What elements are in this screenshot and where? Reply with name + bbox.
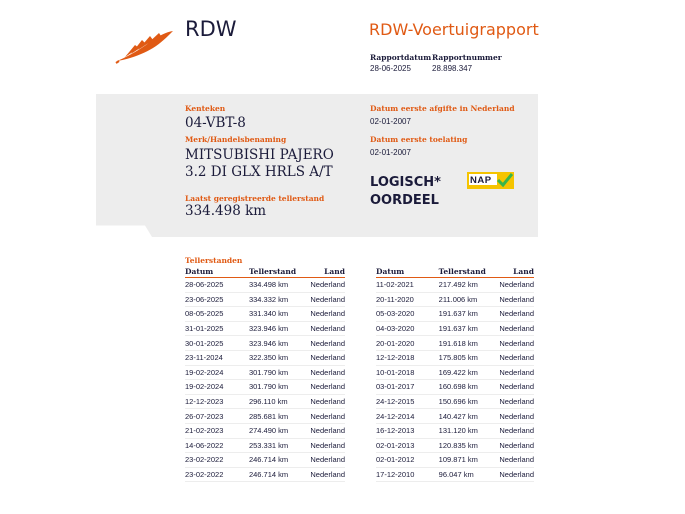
cell-km: 301.790 km (249, 365, 310, 380)
cell-land: Nederland (499, 453, 534, 468)
cell-date: 28-06-2025 (185, 278, 249, 293)
table-row (185, 292, 345, 307)
table-row (376, 307, 534, 322)
cell-land: Nederland (499, 321, 534, 336)
cell-date: 19-02-2024 (185, 380, 249, 395)
cell-land: Nederland (310, 453, 345, 468)
cell-km: 217.492 km (439, 278, 500, 293)
cell-km: 150.696 km (439, 394, 500, 409)
cell-land: Nederland (499, 438, 534, 453)
cell-km: 331.340 km (249, 307, 310, 322)
table-row (185, 350, 345, 365)
cell-date: 20-11-2020 (376, 292, 439, 307)
cell-date: 02-01-2012 (376, 453, 439, 468)
cell-km: 191.637 km (439, 307, 500, 322)
brand-name: RDW (185, 17, 237, 41)
table-row (376, 394, 534, 409)
cell-date: 05-03-2020 (376, 307, 439, 322)
cell-km: 323.946 km (249, 336, 310, 351)
cell-km: 131.120 km (439, 423, 500, 438)
table-row (376, 409, 534, 424)
cell-date: 23-06-2025 (185, 292, 249, 307)
counts-body-left (185, 278, 345, 482)
cell-km: 109.871 km (439, 453, 500, 468)
cell-date: 30-01-2025 (185, 336, 249, 351)
table-row (185, 321, 345, 336)
cell-land: Nederland (310, 350, 345, 365)
table-row (376, 365, 534, 380)
table-row (376, 467, 534, 482)
first-admission-value: 02-01-2007 (370, 148, 411, 157)
cell-land: Nederland (310, 438, 345, 453)
table-row (185, 278, 345, 293)
table-row (185, 365, 345, 380)
cell-land: Nederland (310, 380, 345, 395)
cell-km: 322.350 km (249, 350, 310, 365)
cell-date: 02-01-2013 (376, 438, 439, 453)
cell-date: 14-06-2022 (185, 438, 249, 453)
logical-verdict (370, 174, 441, 210)
cell-date: 04-03-2020 (376, 321, 439, 336)
table-row (185, 394, 345, 409)
table-row (185, 438, 345, 453)
cell-land: Nederland (499, 380, 534, 395)
cell-km: 246.714 km (249, 453, 310, 468)
odometer-value: 334.498 km (185, 203, 267, 219)
cell-km: 296.110 km (249, 394, 310, 409)
cell-land: Nederland (499, 394, 534, 409)
cell-km: 211.006 km (439, 292, 500, 307)
cell-km: 253.331 km (249, 438, 310, 453)
cell-land: Nederland (499, 365, 534, 380)
make-line-2: 3.2 DI GLX HRLS A/T (185, 164, 333, 180)
first-reg-nl-value: 02-01-2007 (370, 117, 411, 126)
table-row (376, 423, 534, 438)
cell-date: 24-12-2015 (376, 394, 439, 409)
cell-date: 31-01-2025 (185, 321, 249, 336)
cell-date: 19-02-2024 (185, 365, 249, 380)
cell-date: 23-11-2024 (185, 350, 249, 365)
cell-km: 246.714 km (249, 467, 310, 482)
cell-date: 20-01-2020 (376, 336, 439, 351)
report-number-value: 28.898.347 (432, 64, 473, 73)
header-date: Datum (185, 266, 249, 278)
cell-km: 175.805 km (439, 350, 500, 365)
table-row (185, 336, 345, 351)
cell-date: 17-12-2010 (376, 467, 439, 482)
table-row (376, 438, 534, 453)
cell-date: 23-02-2022 (185, 467, 249, 482)
report-date-label: Rapportdatum (370, 53, 432, 62)
table-row (185, 453, 345, 468)
table-row (185, 423, 345, 438)
cell-land: Nederland (310, 292, 345, 307)
cell-km: 169.422 km (439, 365, 500, 380)
cell-land: Nederland (310, 321, 345, 336)
verdict-line-2: OORDEEL (370, 193, 439, 208)
cell-km: 323.946 km (249, 321, 310, 336)
report-number-label: Rapportnummer (432, 53, 502, 62)
cell-date: 12-12-2023 (185, 394, 249, 409)
counts-body-right (376, 278, 534, 482)
rdw-feather-logo-icon (115, 28, 175, 64)
cell-km: 120.835 km (439, 438, 500, 453)
cell-date: 21-02-2023 (185, 423, 249, 438)
table-row (376, 453, 534, 468)
table-row (185, 467, 345, 482)
cell-land: Nederland (310, 365, 345, 380)
cell-date: 10-01-2018 (376, 365, 439, 380)
cell-km: 334.498 km (249, 278, 310, 293)
cell-land: Nederland (310, 278, 345, 293)
nap-label: NAP (470, 175, 492, 186)
cell-date: 03-01-2017 (376, 380, 439, 395)
plate-value: 04-VBT-8 (185, 115, 246, 131)
cell-land: Nederland (310, 467, 345, 482)
table-row (376, 292, 534, 307)
cell-km: 285.681 km (249, 409, 310, 424)
table-row (185, 307, 345, 322)
nap-check-icon (467, 172, 514, 189)
table-row (376, 350, 534, 365)
cell-km: 160.698 km (439, 380, 500, 395)
cell-km: 301.790 km (249, 380, 310, 395)
report-date-value: 28-06-2025 (370, 64, 411, 73)
cell-date: 24-12-2014 (376, 409, 439, 424)
first-reg-nl-label: Datum eerste afgifte in Nederland (370, 104, 515, 113)
counts-title: Tellerstanden (185, 256, 243, 265)
cell-date: 16-12-2013 (376, 423, 439, 438)
cell-km: 191.637 km (439, 321, 500, 336)
cell-land: Nederland (499, 307, 534, 322)
cell-km: 96.047 km (439, 467, 500, 482)
cell-land: Nederland (499, 350, 534, 365)
table-row (376, 278, 534, 293)
table-row (376, 321, 534, 336)
table-header-row (185, 266, 345, 278)
header-land: Land (499, 266, 534, 278)
cell-land: Nederland (310, 409, 345, 424)
make-label: Merk/Handelsbenaming (185, 135, 287, 144)
odometer-label: Laatst geregistreerde tellerstand (185, 194, 325, 203)
header-land: Land (310, 266, 345, 278)
first-admission-label: Datum eerste toelating (370, 135, 468, 144)
report-title: RDW-Voertuigrapport (369, 20, 539, 39)
table-row (185, 380, 345, 395)
cell-km: 274.490 km (249, 423, 310, 438)
cell-date: 12-12-2018 (376, 350, 439, 365)
cell-land: Nederland (499, 467, 534, 482)
cell-land: Nederland (499, 423, 534, 438)
table-row (376, 380, 534, 395)
cell-km: 334.332 km (249, 292, 310, 307)
header-km: Tellerstand (439, 266, 500, 278)
cell-km: 191.618 km (439, 336, 500, 351)
header-date: Datum (376, 266, 439, 278)
cell-date: 26-07-2023 (185, 409, 249, 424)
cell-land: Nederland (310, 307, 345, 322)
cell-land: Nederland (499, 409, 534, 424)
table-row (376, 336, 534, 351)
cell-date: 11-02-2021 (376, 278, 439, 293)
cell-land: Nederland (499, 336, 534, 351)
cell-land: Nederland (310, 394, 345, 409)
header-km: Tellerstand (249, 266, 310, 278)
cell-land: Nederland (499, 292, 534, 307)
cell-date: 23-02-2022 (185, 453, 249, 468)
counts-table-left (185, 266, 345, 482)
table-header-row (376, 266, 534, 278)
cell-land: Nederland (310, 336, 345, 351)
make-line-1: MITSUBISHI PAJERO (185, 147, 334, 163)
counts-table-right (376, 266, 534, 482)
cell-date: 08-05-2025 (185, 307, 249, 322)
verdict-line-1: LOGISCH* (370, 175, 441, 190)
cell-land: Nederland (310, 423, 345, 438)
plate-label: Kenteken (185, 104, 226, 113)
cell-km: 140.427 km (439, 409, 500, 424)
cell-land: Nederland (499, 278, 534, 293)
table-row (185, 409, 345, 424)
